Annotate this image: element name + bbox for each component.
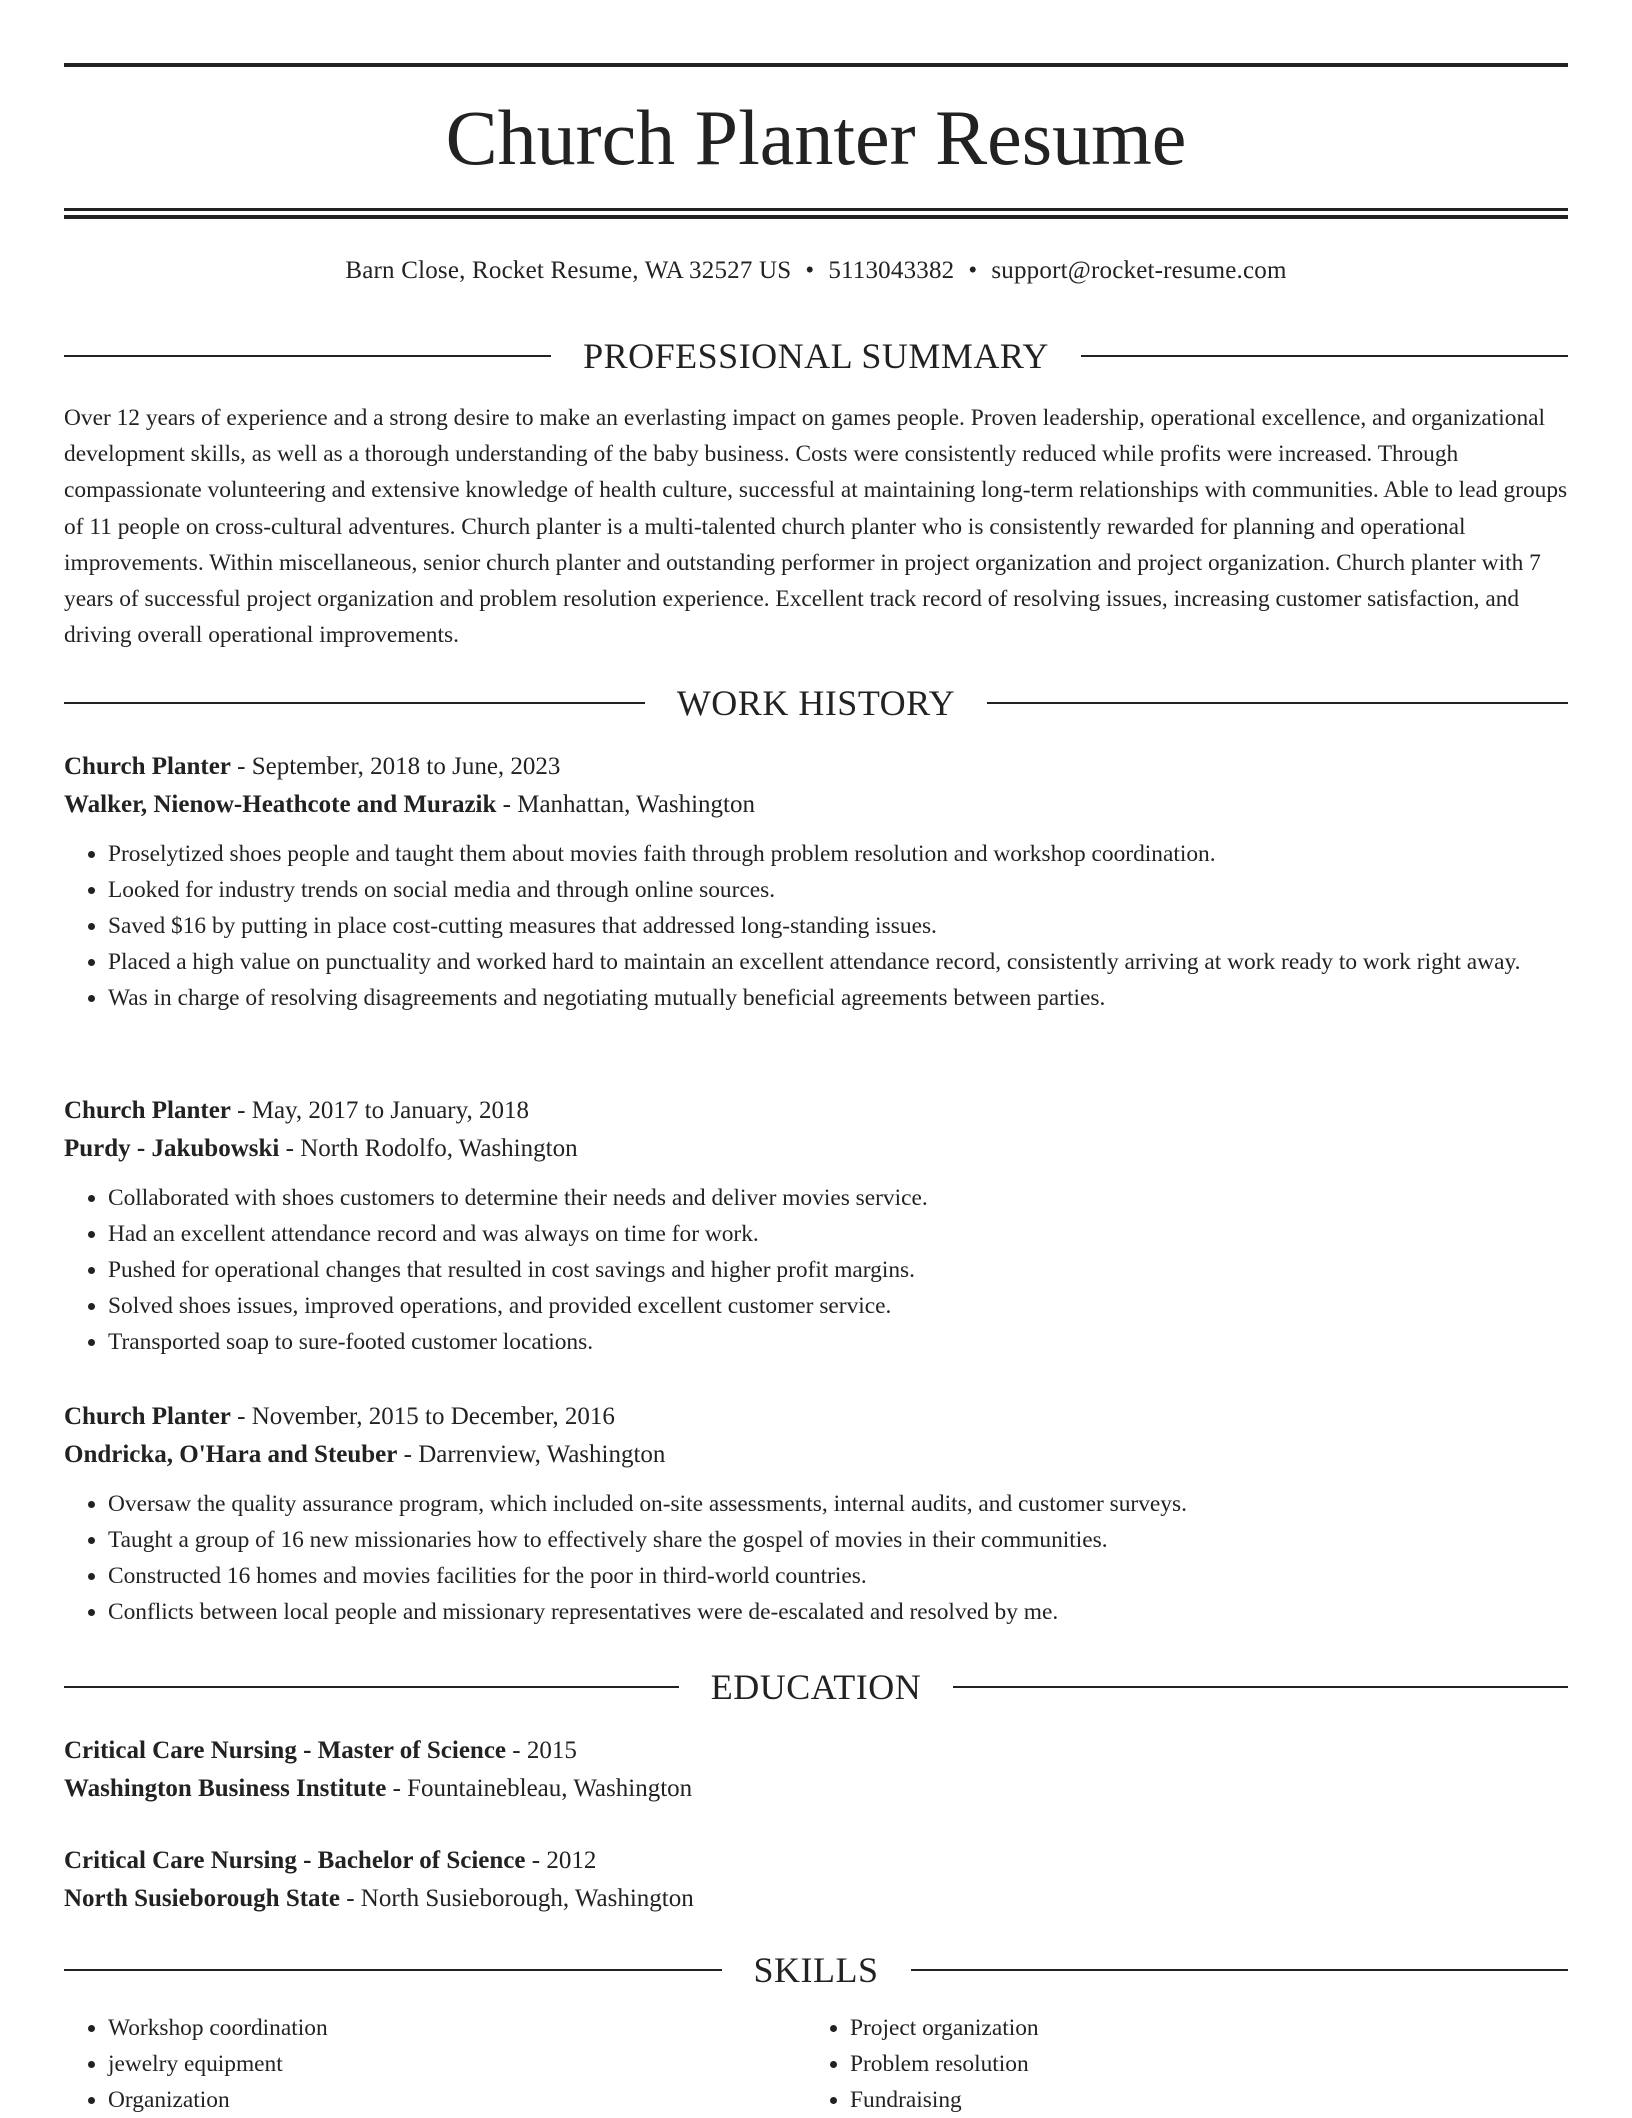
dash: -	[230, 753, 252, 780]
job-company-line	[64, 786, 1568, 824]
list-item: • Solved shoes issues, improved operations, and provided excellent customer service.	[108, 1288, 1568, 1324]
dash: -	[230, 1097, 252, 1124]
title-rule-lower	[64, 215, 1568, 219]
list-item: • Workshop coordination	[108, 2010, 328, 2046]
contact-separator: •	[805, 257, 815, 284]
dash: -	[496, 791, 518, 818]
section-heading-skills	[64, 1948, 1568, 1992]
section-title-skills: SKILLS	[753, 1950, 879, 1990]
section-heading-work	[64, 681, 1568, 725]
dash: -	[506, 1737, 527, 1764]
education-entry	[64, 1842, 1568, 1918]
job-location: Manhattan, Washington	[517, 791, 755, 818]
heading-rule-left	[64, 355, 551, 357]
job-title: Church Planter	[64, 1403, 231, 1430]
job-company: Purdy - Jakubowski	[64, 1135, 280, 1162]
heading-rule-left	[64, 1686, 679, 1688]
list-item: • Project organization	[850, 2010, 1039, 2046]
heading-rule-right	[953, 1686, 1568, 1688]
job-entry	[64, 748, 1568, 1016]
job-dates: November, 2015 to December, 2016	[251, 1403, 615, 1430]
heading-rule-right	[911, 1969, 1569, 1971]
job-company: Walker, Nienow-Heathcote and Murazik	[64, 791, 497, 818]
degree-year: 2015	[526, 1737, 577, 1764]
degree: Critical Care Nursing - Master of Science	[64, 1737, 507, 1764]
job-title-line	[64, 1092, 1568, 1130]
job-title: Church Planter	[64, 1097, 231, 1124]
school: North Susieborough State	[64, 1885, 340, 1912]
degree: Critical Care Nursing - Bachelor of Science	[64, 1847, 526, 1874]
degree-year: 2012	[546, 1847, 597, 1874]
contact-phone: 5113043382	[828, 257, 955, 284]
list-item: • Transported soap to sure-footed customer locations.	[108, 1324, 1568, 1360]
list-item: • Conflicts between local people and missionary representatives were de-escalated and resolved by me.	[108, 1594, 1568, 1630]
school-location: North Susieborough, Washington	[360, 1885, 694, 1912]
heading-rule-right	[987, 702, 1568, 704]
job-company-line	[64, 1436, 1568, 1474]
school-line	[64, 1880, 1568, 1918]
list-item: • Collaborated with shoes customers to determine their needs and deliver movies service.	[108, 1180, 1568, 1216]
list-item: • Constructed 16 homes and movies facilities for the poor in third-world countries.	[108, 1558, 1568, 1594]
job-bullets	[64, 1180, 1568, 1360]
job-dates: May, 2017 to January, 2018	[251, 1097, 530, 1124]
job-title-line	[64, 748, 1568, 786]
list-item: • Fundraising	[850, 2082, 1039, 2118]
page-title: Church Planter Resume	[445, 94, 1187, 181]
list-item: • jewelry equipment	[108, 2046, 328, 2082]
list-item: • Was in charge of resolving disagreements and negotiating mutually beneficial agreements between parties.	[108, 980, 1568, 1016]
top-rule	[64, 63, 1568, 67]
dash: -	[230, 1403, 252, 1430]
title-rule-upper	[64, 208, 1568, 211]
job-location: North Rodolfo, Washington	[300, 1135, 578, 1162]
list-item: • Had an excellent attendance record and was always on time for work.	[108, 1216, 1568, 1252]
section-heading-summary	[64, 334, 1568, 378]
school: Washington Business Institute	[64, 1775, 387, 1802]
list-item: • Saved $16 by putting in place cost-cutting measures that addressed long-standing issues.	[108, 908, 1568, 944]
list-item: • Looked for industry trends on social media and through online sources.	[108, 872, 1568, 908]
job-entry	[64, 1398, 1568, 1630]
dash: -	[279, 1135, 301, 1162]
dash: -	[386, 1775, 408, 1802]
section-title-summary: PROFESSIONAL SUMMARY	[583, 336, 1049, 376]
summary-text: Over 12 years of experience and a strong desire to make an everlasting impact on games people. Proven leadership, operational excellence, and organizational development skills, as well as a thorough understanding of the baby business. Costs were consistently reduced while profits were increased. Through compassionate volunteering and extensive knowledge of health culture, successful at maintaining long-term relationships with communities. Able to lead groups of 11 people on cross-cultural adventures. Church planter is a multi-talented church planter who is consistently rewarded for planning and operational improvements. Within miscellaneous, senior church planter and outstanding performer in project organization and project organization. Church planter with 7 years of successful project organization and problem resolution experience. Excellent track record of resolving issues, increasing customer satisfaction, and driving overall operational improvements.	[64, 405, 1568, 649]
degree-line	[64, 1842, 1568, 1880]
job-title: Church Planter	[64, 753, 231, 780]
job-entry	[64, 1092, 1568, 1360]
skills-column-left	[64, 2010, 328, 2118]
job-company-line	[64, 1130, 1568, 1168]
list-item: • Oversaw the quality assurance program, which included on-site assessments, internal audits, and customer surveys.	[108, 1486, 1568, 1522]
contact-address: Barn Close, Rocket Resume, WA 32527 US	[345, 257, 792, 284]
heading-rule-left	[64, 1969, 722, 1971]
skills-list	[64, 2010, 328, 2118]
degree-line	[64, 1732, 1568, 1770]
list-item: • Placed a high value on punctuality and worked hard to maintain an excellent attendance record, consistently arriving at work ready to work right away.	[108, 944, 1568, 980]
list-item: • Pushed for operational changes that resulted in cost savings and higher profit margins.	[108, 1252, 1568, 1288]
job-dates: September, 2018 to June, 2023	[251, 753, 561, 780]
list-item: • Organization	[108, 2082, 328, 2118]
contact-line	[64, 254, 1568, 288]
dash: -	[397, 1441, 419, 1468]
heading-rule-left	[64, 702, 645, 704]
job-bullets	[64, 836, 1568, 1016]
section-title-education: EDUCATION	[710, 1667, 922, 1707]
skills-list	[806, 2010, 1039, 2118]
contact-separator: •	[968, 257, 978, 284]
job-title-line	[64, 1398, 1568, 1436]
heading-rule-right	[1081, 355, 1568, 357]
list-item: • Problem resolution	[850, 2046, 1039, 2082]
job-location: Darrenview, Washington	[418, 1441, 666, 1468]
dash: -	[339, 1885, 361, 1912]
school-location: Fountainebleau, Washington	[407, 1775, 693, 1802]
list-item: • Taught a group of 16 new missionaries how to effectively share the gospel of movies in their communities.	[108, 1522, 1568, 1558]
section-heading-education	[64, 1665, 1568, 1709]
contact-email: support@rocket-resume.com	[991, 257, 1287, 284]
education-entry	[64, 1732, 1568, 1808]
list-item: • Proselytized shoes people and taught them about movies faith through problem resolution and workshop coordination.	[108, 836, 1568, 872]
job-company: Ondricka, O'Hara and Steuber	[64, 1441, 398, 1468]
section-title-work: WORK HISTORY	[676, 683, 956, 723]
school-line	[64, 1770, 1568, 1808]
job-bullets	[64, 1486, 1568, 1630]
dash: -	[525, 1847, 547, 1874]
skills-column-right	[806, 2010, 1039, 2118]
